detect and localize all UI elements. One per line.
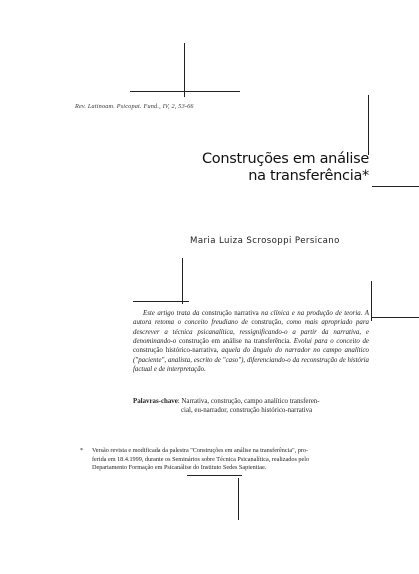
top-vertical-rule: [184, 43, 185, 97]
title-footnote-mark: *: [362, 168, 369, 184]
keywords-line-1: Palavras-chave: Narrativa, construção, campo analítico transferen-: [133, 398, 320, 405]
footnote-line-3: Departamento Formação em Psicanálise do Instituto Sedes Sapientiae.: [92, 464, 267, 472]
footnote-body: [80, 447, 380, 473]
right-horizontal-rule-lower: [372, 317, 419, 318]
keywords-label: Palavras-chave: [133, 398, 178, 405]
title-line-2: na transferência*: [248, 168, 369, 184]
abstract-vertical-rule: [182, 258, 183, 304]
footnote-line-1: Versão revista e modificada da palestra "Construções em análise na transferência", pro-: [92, 447, 309, 454]
journal-citation: Rev. Latinoam. Psicopat. Fund., IV, 2, 53-66: [75, 103, 194, 110]
article-author: Maria Luiza Scrosoppi Persicano: [190, 236, 340, 246]
abstract-paragraph: Este artigo trata da construção narrativa na clínica e na produção de teoria. A autora retoma o conceito freudiano de construção, como mais apropriado para descrever a técnica psicanalítica, ressignificando-o a partir da narrativa, e denominando-o construção em análise na transferência. Evolui para o conceito de construção histórico-narrativa, aquela do ângulo do narrador no campo analítico ("paciente", analista, escrito de "caso"), diferenciando-o da reconstrução de história factual e de interpretação.: [133, 310, 370, 374]
abstract-top-rule: [133, 301, 189, 302]
keywords-line-2: cial, eu-narrador, construção histórico-narrativa: [181, 407, 313, 415]
abstract: [133, 309, 369, 374]
footnote-bottom-rule: [187, 475, 242, 476]
keywords: [133, 397, 369, 416]
article-title: [202, 151, 369, 185]
footnote-mark: *: [80, 447, 84, 454]
right-horizontal-rule-upper: [372, 186, 419, 187]
title-line-1: Construções em análise: [201, 151, 369, 167]
footnote-vertical-rule: [238, 478, 239, 520]
footnote-line-2: ferida em 18.4.1999, durante os Seminários sobre Técnica Psicanalítica, realizados pelo: [92, 455, 310, 463]
right-vertical-rule-upper: [368, 95, 369, 155]
right-vertical-rule-lower: [371, 281, 372, 321]
top-horizontal-rule: [130, 91, 240, 92]
footnote: [80, 447, 380, 473]
